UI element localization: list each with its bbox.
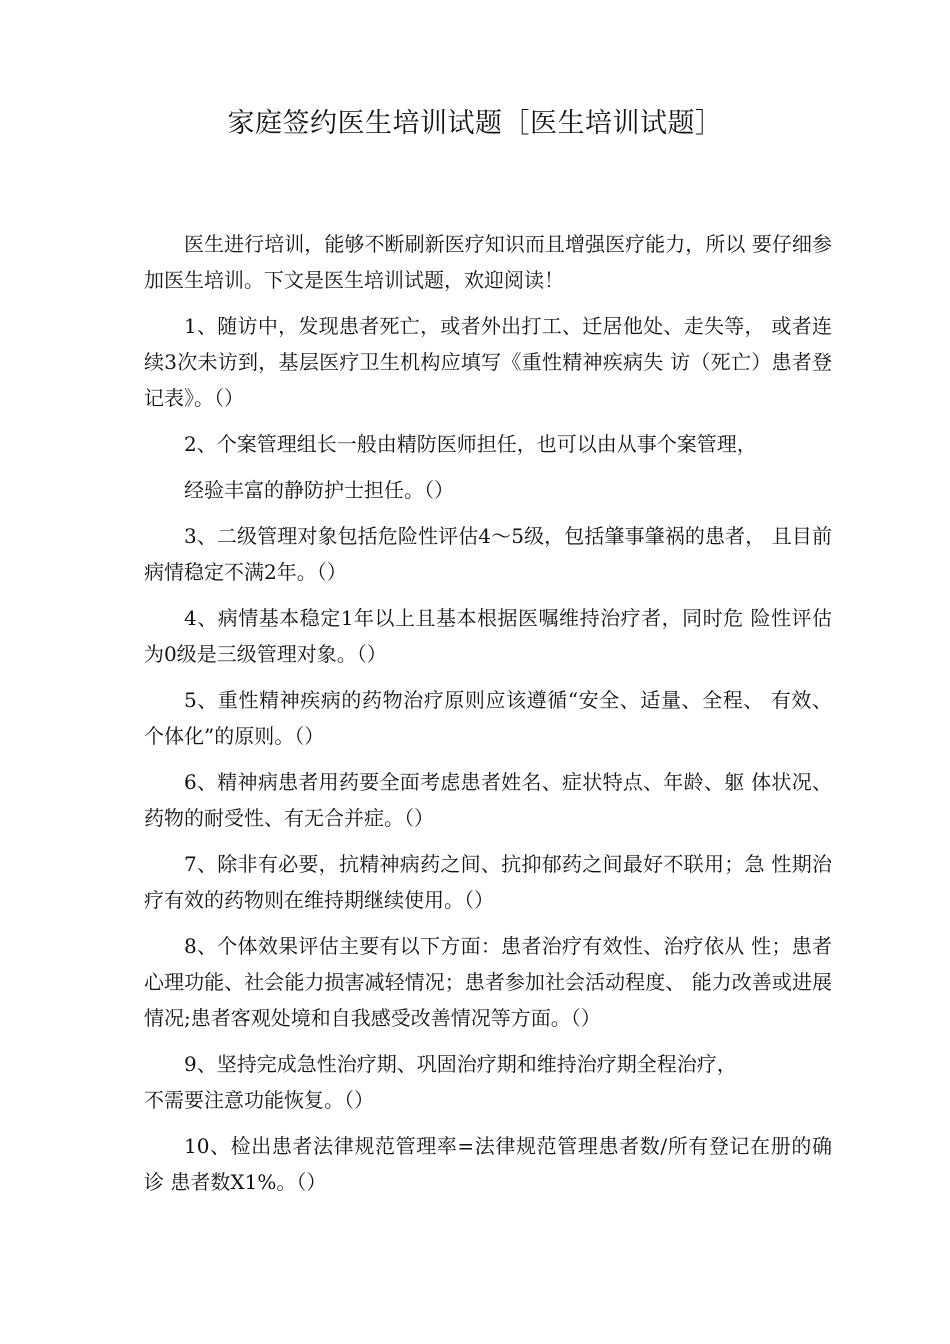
question-9-line-1: 9、坚持完成急性治疗期、巩固治疗期和维持治疗期全程治疗，: [184, 1052, 737, 1076]
question-1: 1、随访中，发现患者死亡，或者外出打工、迁居他处、走失等， 或者连续3次未访到，基层医疗卫生机构应填写《重性精神疾病失 访（死亡）患者登记表》。（）: [144, 314, 832, 410]
question-4: 4、病情基本稳定1年以上且基本根据医嘱维持治疗者，同时危 险性评估为0级是三级管理对象。（）: [144, 606, 832, 666]
intro-paragraph: 医生进行培训，能够不断刷新医疗知识而且增强医疗能力，所以 要仔细参加医生培训。下文是医生培训试题，欢迎阅读！: [144, 232, 832, 292]
page-title: 家庭签约医生培训试题［医生培训试题］: [227, 108, 723, 139]
spacer: [144, 508, 832, 518]
question-2-line-1: 2、个案管理组长一般由精防医师担任，也可以由从事个案管理，: [184, 432, 757, 456]
question-9-line-2: 不需要注意功能恢复。（）: [144, 1088, 374, 1112]
question-6: 6、精神病患者用药要全面考虑患者姓名、症状特点、年龄、躯 体状况、药物的耐受性、有无合并症。（）: [144, 770, 832, 830]
spacer: [144, 1118, 832, 1128]
question-10: 10、检出患者法律规范管理率=法律规范管理患者数/所有登记在册的确诊 患者数X1%。（）: [144, 1134, 832, 1194]
question-3: 3、二级管理对象包括危险性评估4〜5级，包括肇事肇祸的患者， 且目前病情稳定不满2年。（）: [144, 524, 832, 584]
spacer: [144, 462, 832, 472]
question-2-line-2: 经验丰富的静防护士担任。（）: [184, 478, 454, 502]
question-5: 5、重性精神疾病的药物治疗原则应该遵循“安全、适量、全程、 有效、个体化”的原则。（）: [144, 688, 832, 748]
question-7: 7、除非有必要，抗精神病药之间、抗抑郁药之间最好不联用；急 性期治疗有效的药物则在维持期继续使用。（）: [144, 852, 832, 912]
document-body: [144, 226, 832, 1210]
question-8: 8、个体效果评估主要有以下方面：患者治疗有效性、治疗依从 性；患者心理功能、社会能力损害减轻情况；患者参加社会活动程度、 能力改善或进展情况;患者客观处境和自我感受改善情况等方面。（）: [144, 934, 832, 1030]
